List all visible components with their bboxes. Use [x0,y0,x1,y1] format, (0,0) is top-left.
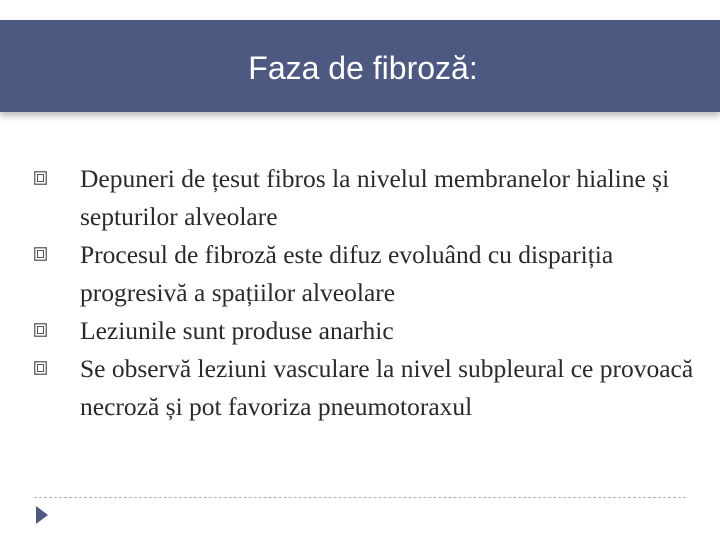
bullet-text: Depuneri de țesut fibros la nivelul membranelor hialine și septurilor alveolare [80,164,670,231]
footer-divider [34,497,686,498]
bullet-placeholder-icon [34,247,47,261]
slide-title: Faza de fibroză: [248,50,478,86]
bullet-list [34,160,704,426]
bullet-text: Se observă leziuni vasculare la nivel subpleural ce provoacă necroză și pot favoriza pneumotoraxul [80,354,694,421]
bullet-placeholder-icon [34,323,47,337]
bullet-item [34,236,704,312]
bullet-text: Procesul de fibroză este difuz evoluând cu dispariția progresivă a spațiilor alveolare [80,240,614,307]
bullet-item [34,350,704,426]
bullet-text: Leziunile sunt produse anarhic [80,316,394,345]
title-bar [0,20,720,112]
triangle-right-icon[interactable] [35,505,49,525]
bullet-placeholder-icon [34,361,47,375]
bullet-item [34,160,704,236]
bullet-placeholder-icon [34,171,47,185]
bullet-item [34,312,704,350]
